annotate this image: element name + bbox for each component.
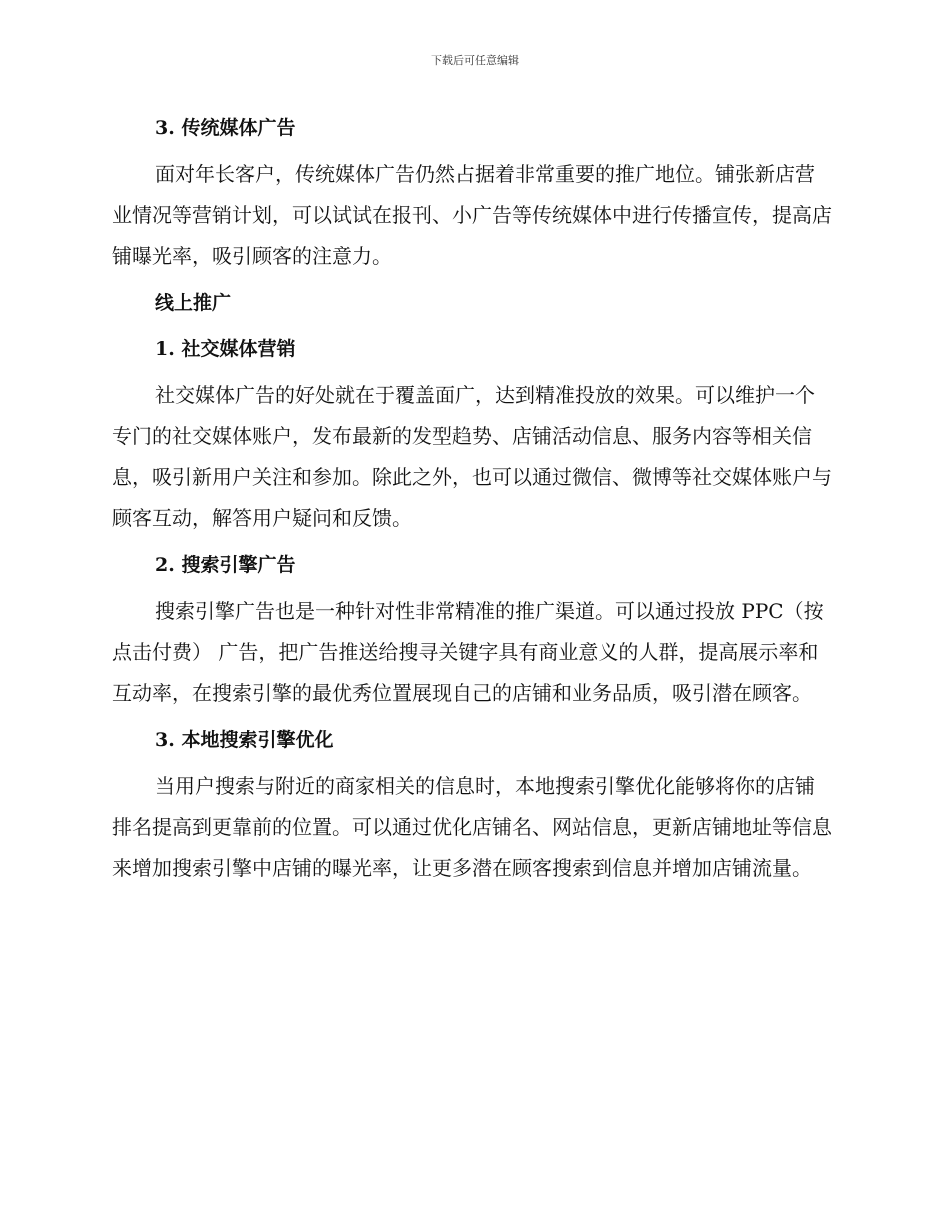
paragraph-search-engine-ads: 搜索引擎广告也是一种针对性非常精准的推广渠道。可以通过投放 PPC（按点击付费） 广告，把广告推送给搜寻关键字具有商业意义的人群，提高展示率和互动率，在搜索引擎的最优秀位置展现自己的店铺和业务品质，吸引潜在顾客。 (112, 599, 824, 705)
paragraph-social-media-marketing: 社交媒体广告的好处就在于覆盖面广，达到精准投放的效果。可以维护一个专门的社交媒体账户，发布最新的发型趋势、店铺活动信息、服务内容等相关信息，吸引新用户关注和参加。除此之外，也可以通过微信、微博等社交媒体账户与顾客互动，解答用户疑问和反馈。 (112, 383, 832, 530)
section-heading-traditional-media-ads: 3. 传统媒体广告 (155, 117, 296, 139)
section-heading-online-promotion: 线上推广 (155, 292, 232, 314)
paragraph-traditional-media-ads: 面对年长客户，传统媒体广告仍然占据着非常重要的推广地位。铺张新店营业情况等营销计划，可以试试在报刊、小广告等传统媒体中进行传播宣传，提高店铺曝光率，吸引顾客的注意力。 (112, 162, 832, 268)
paragraph-local-seo: 当用户搜索与附近的商家相关的信息时，本地搜索引擎优化能够将你的店铺排名提高到更靠前的位置。可以通过优化店铺名、网站信息，更新店铺地址等信息来增加搜索引擎中店铺的曝光率，让更多潜在顾客搜索到信息并增加店铺流量。 (112, 774, 832, 880)
page-header: 下载后可任意编辑 (431, 54, 519, 67)
section-heading-search-engine-ads: 2. 搜索引擎广告 (155, 554, 296, 576)
section-heading-local-seo: 3. 本地搜索引擎优化 (155, 729, 334, 751)
document-body (112, 108, 832, 889)
section-heading-social-media-marketing: 1. 社交媒体营销 (155, 338, 296, 360)
